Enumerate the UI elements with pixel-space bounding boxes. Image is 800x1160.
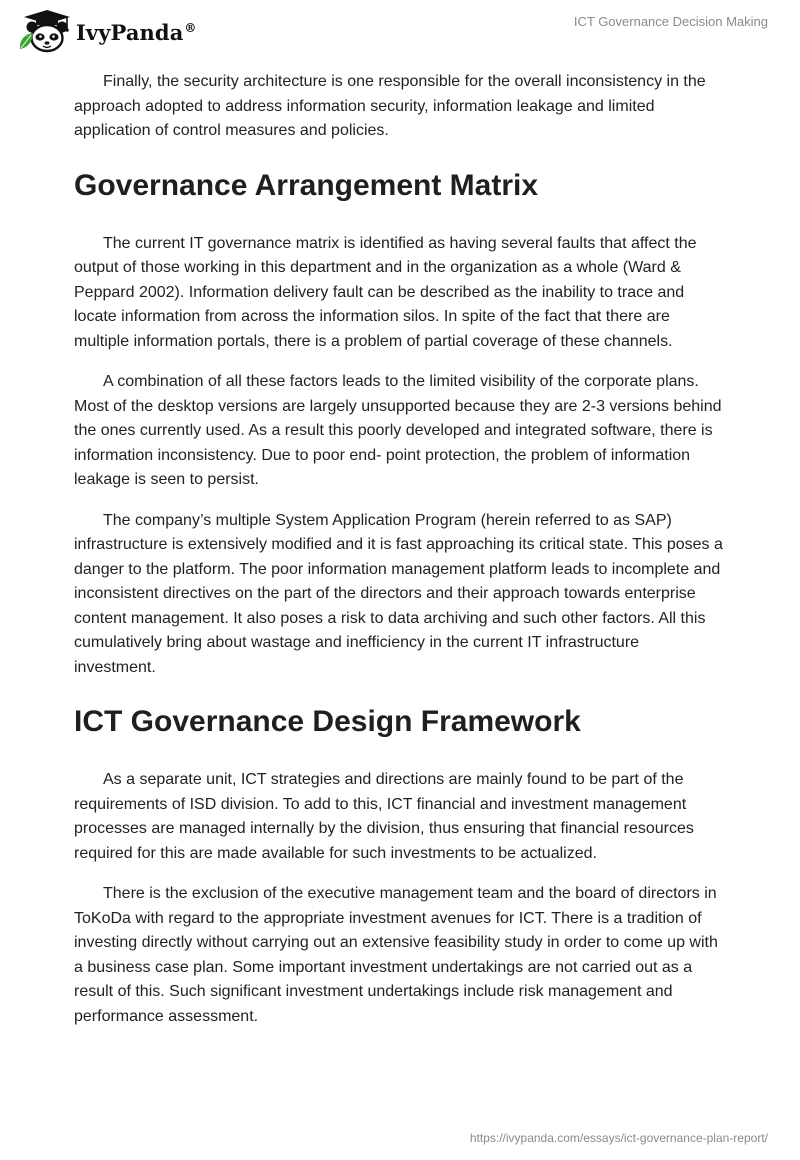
paragraph-limited-visibility: A combination of all these factors leads to the limited visibility of the corporate plans. Most of the desktop versions are largely unsupported because they are 2-3 versions behind the ones currently used. As a result this poorly developed and integrated software, there is information inconsistency. Due to poor end- point protection, the problem of information leakage is seen to persist. <box>74 373 722 488</box>
source-url-link[interactable]: https://ivypanda.com/essays/ict-governance-plan-report/ <box>469 1131 768 1145</box>
page-header <box>0 0 800 60</box>
article-body <box>74 70 724 1045</box>
paragraph-governance-matrix-faults: The current IT governance matrix is identified as having several faults that affect the output of those working in this department and in the organization as a whole (Ward & Peppard 2002). Information delivery fault can be described as the inability to trace and locate information from across the information silos. In spite of the fact that there are multiple information portals, there is a problem of partial coverage of these channels. <box>74 234 697 350</box>
paragraph-sap-infrastructure: The company’s multiple System Application Program (herein referred to as SAP) infrastructure is extensively modified and it is fast approaching its critical state. This poses a danger to the platform. The poor information management platform leads to incomplete and inconsistent directives on the part of the directors and their approach towards enterprise content management. It also poses a risk to data archiving and such other factors. All this cumulatively bring about wastage and inefficiency in the current IT infrastructure investment. <box>74 511 723 676</box>
brand-wordmark <box>76 20 197 45</box>
document-title: ICT Governance Decision Making <box>573 14 768 29</box>
heading-ict-governance-design-framework: ICT Governance Design Framework <box>74 705 581 738</box>
paragraph-isd-division: As a separate unit, ICT strategies and directions are mainly found to be part of the requirements of ISD division. To add to this, ICT financial and investment management processes are managed internally by the division, thus ensuring that financial resources required for this are made available for such investments to be actualized. <box>74 771 694 862</box>
heading-governance-arrangement-matrix: Governance Arrangement Matrix <box>74 168 539 202</box>
ivypanda-logo[interactable] <box>14 10 197 54</box>
paragraph-executive-exclusion: There is the exclusion of the executive management team and the board of directors in ToKoDa with regard to the appropriate investment avenues for ICT. There is a tradition of investing directly without carrying out an extensive feasibility study in order to come up with a business case plan. Some important investment undertakings are not carried out as a result of this. Such significant investment undertakings include risk management and performance assessment. <box>74 885 718 1025</box>
registered-mark: ® <box>184 20 197 35</box>
brand-name: IvyPanda <box>76 19 184 45</box>
paragraph-security-architecture: Finally, the security architecture is one responsible for the overall inconsistency in the approach adopted to address information security, information leakage and limited application of control measures and policies. <box>74 73 706 139</box>
panda-mascot-icon <box>14 9 72 55</box>
